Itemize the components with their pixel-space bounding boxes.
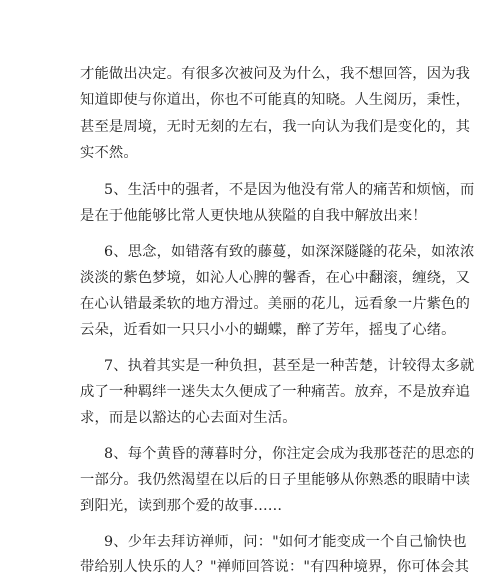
text-line: 一部分。我仍然渴望在以后的日子里能够从你熟悉的眼睛中读 <box>80 472 471 488</box>
text-line: 到阳光，读到那个爱的故事…… <box>80 498 283 514</box>
text-line: 是在于他能够比常人更快地从狭隘的自我中解放出来！ <box>80 208 427 224</box>
text-line: 求，而是以豁达的心去面对生活。 <box>80 410 297 426</box>
text-line: 9、少年去拜访禅师，问："如何才能变成一个自己愉快也 <box>104 534 467 550</box>
text-line: 带给别人快乐的人？"禅师回答说："有四种境界，你可体会其 <box>80 559 470 575</box>
text-line: 云朵，近看如一只只小小的蝴蝶，醉了芳年，摇曳了心绪。 <box>80 322 456 338</box>
text-line: 知道即使与你道出，你也不可能真的知晓。人生阅历，秉性， <box>80 92 471 108</box>
text-line: 6、思念，如错落有致的藤蔓，如深深隧隧的花朵，如浓浓 <box>104 244 475 260</box>
text-line: 淡淡的紫色梦境，如沁人心脾的馨香，在心中翻滚，缠绕，又 <box>80 270 471 286</box>
text-line: 5、生活中的强者，不是因为他没有常人的痛苦和烦恼，而 <box>104 182 475 198</box>
text-line: 成了一种羁绊一迷失太久便成了一种痛苦。放弃，不是放弃追 <box>80 384 471 400</box>
text-line: 实不然。 <box>80 145 138 161</box>
text-line: 8、每个黄昏的薄暮时分，你注定会成为我那苍茫的思恋的 <box>104 446 475 462</box>
text-line: 才能做出决定。有很多次被问及为什么，我不想回答，因为我 <box>80 66 471 82</box>
text-line: 甚至是周境，无时无刻的左右，我一向认为我们是变化的，其 <box>80 119 471 135</box>
text-line: 在心认错最柔软的地方滑过。美丽的花儿，远看象一片紫色的 <box>80 296 471 312</box>
text-line: 7、执着其实是一种负担，甚至是一种苦楚，计较得太多就 <box>104 358 475 374</box>
